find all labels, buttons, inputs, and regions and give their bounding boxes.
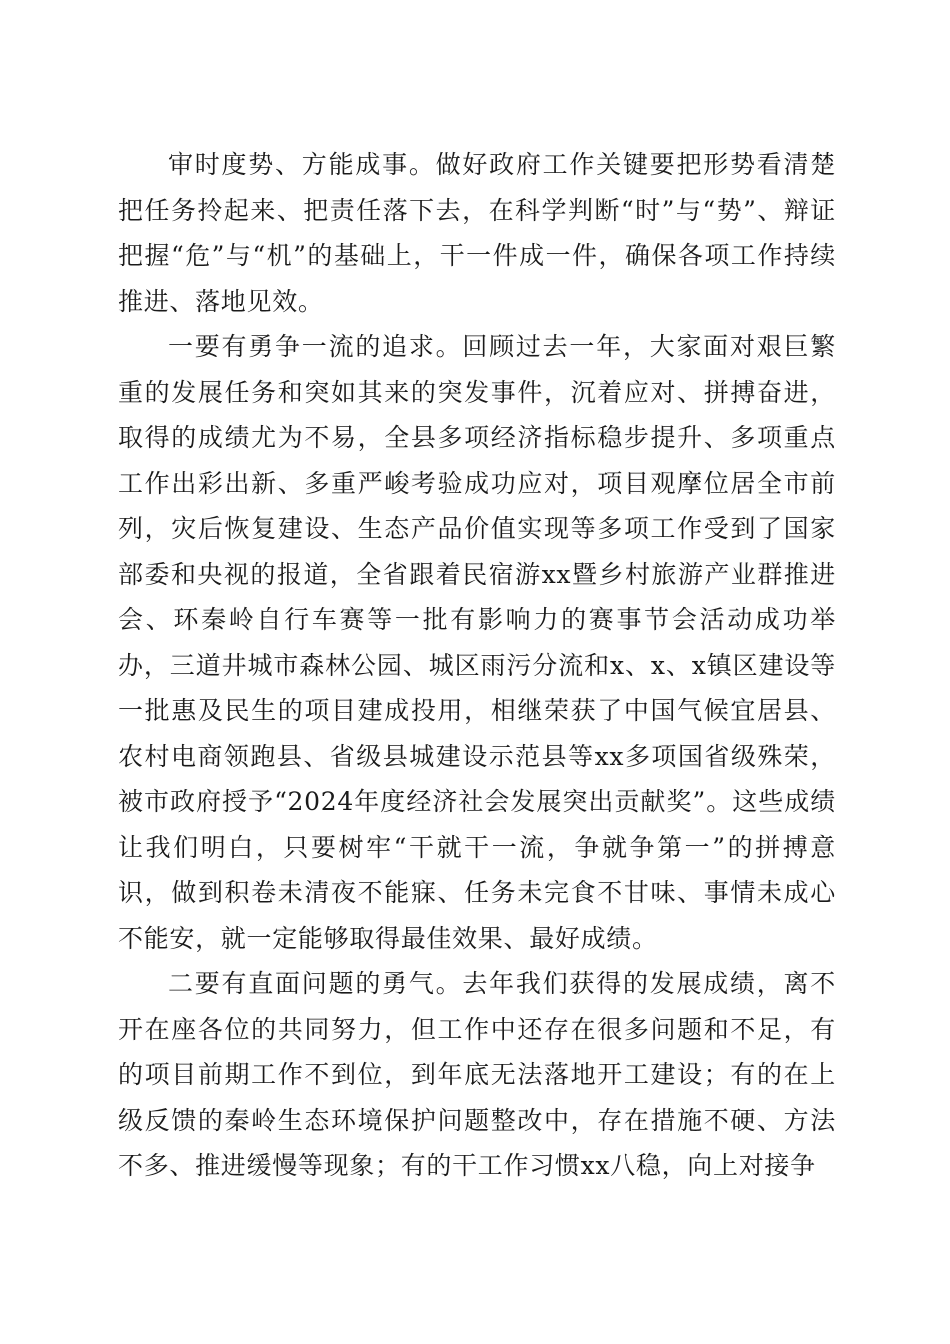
paragraph-pursuit: 一要有勇争一流的追求。回顾过去一年，大家面对艰巨繁重的发展任务和突如其来的突发事件，沉着应对、拼搏奋进，取得的成绩尤为不易，全县多项经济指标稳步提升、多项重点工作出彩出新、多重严峻考验成功应对，项目观摩位居全市前列，灾后恢复建设、生态产品价值实现等多项工作受到了国家部委和央视的报道，全省跟着民宿游xx暨乡村旅游产业群推进会、环秦岭自行车赛等一批有影响力的赛事节会活动成功举办，三道井城市森林公园、城区雨污分流和x、x、x镇区建设等一批惠及民生的项目建成投用，相继荣获了中国气候宜居县、农村电商领跑县、省级县城建设示范县等xx多项国省级殊荣，被市政府授予“2024年度经济社会发展突出贡献奖”。这些成绩让我们明白，只要树牢“干就干一流，争就争第一”的拼搏意识，做到积卷未清夜不能寐、任务未完食不甘味、事情未成心不能安，就一定能够取得最佳效果、最好成绩。 <box>118 332 836 953</box>
paragraph-situation: 审时度势、方能成事。做好政府工作关键要把形势看清楚把任务拎起来、把责任落下去，在科学判断“时”与“势”、辩证把握“危”与“机”的基础上，干一件成一件，确保各项工作持续推进、落地见效。 <box>118 150 836 316</box>
document-body <box>118 142 836 1189</box>
paragraph-problems: 二要有直面问题的勇气。去年我们获得的发展成绩，离不开在座各位的共同努力，但工作中还存在很多问题和不足，有的项目前期工作不到位，到年底无法落地开工建设；有的在上级反馈的秦岭生态环境保护问题整改中，存在措施不硬、方法不多、推进缓慢等现象；有的干工作习惯xx八稳，向上对接争 <box>118 969 836 1180</box>
